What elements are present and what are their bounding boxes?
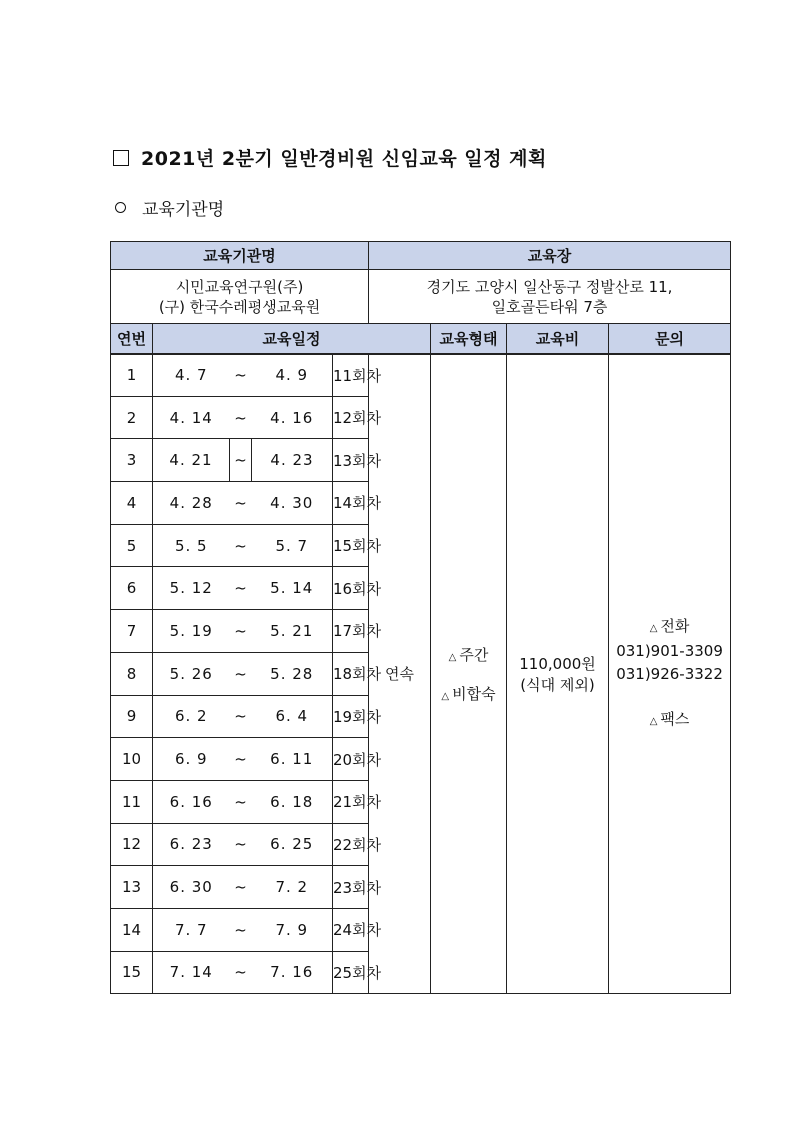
- start-date: 5. 19: [153, 610, 230, 653]
- row-number: 4: [111, 482, 153, 525]
- session-number: 20회차: [333, 738, 369, 781]
- start-date: 6. 23: [153, 823, 230, 866]
- session-number: 22회차: [333, 823, 369, 866]
- row-number: 10: [111, 738, 153, 781]
- checkbox-square-icon: [113, 150, 129, 166]
- tilde-separator: ~: [230, 780, 252, 823]
- header-institution: 교육기관명: [111, 242, 369, 270]
- fee-amount: 110,000원: [519, 654, 596, 673]
- venue-address-line-2: 일호골든타워 7층: [491, 297, 608, 316]
- header-inquiry: 문의: [609, 324, 731, 354]
- page-title: [113, 144, 547, 171]
- end-date: 6. 25: [252, 823, 333, 866]
- row-number: 7: [111, 610, 153, 653]
- session-number: 17회차: [333, 610, 369, 653]
- start-date: 4. 21: [153, 439, 230, 482]
- page-title-text: 2021년 2분기 일반경비원 신임교육 일정 계획: [141, 148, 547, 170]
- header-type: 교육형태: [431, 324, 507, 354]
- end-date: 7. 9: [252, 908, 333, 951]
- row-number: 6: [111, 567, 153, 610]
- start-date: 7. 7: [153, 908, 230, 951]
- start-date: 4. 14: [153, 396, 230, 439]
- session-number: 15회차: [333, 524, 369, 567]
- type-day: 주간: [459, 645, 489, 664]
- tilde-separator: ~: [230, 738, 252, 781]
- triangle-bullet-icon: △: [448, 651, 457, 663]
- end-date: 6. 18: [252, 780, 333, 823]
- row-number: 2: [111, 396, 153, 439]
- end-date: 5. 21: [252, 610, 333, 653]
- session-number: 19회차: [333, 695, 369, 738]
- tilde-separator: ~: [230, 695, 252, 738]
- start-date: 6. 2: [153, 695, 230, 738]
- tilde-separator: ~: [230, 439, 252, 482]
- inquiry-cell: [609, 354, 731, 994]
- session-number: 25회차: [333, 951, 369, 994]
- end-date: 6. 4: [252, 695, 333, 738]
- tilde-separator: ~: [230, 482, 252, 525]
- session-number: 23회차: [333, 866, 369, 909]
- tilde-separator: ~: [230, 567, 252, 610]
- phone-number-1[interactable]: 031)901-3309: [616, 641, 723, 660]
- start-date: 6. 16: [153, 780, 230, 823]
- session-number: 18회차: [333, 652, 369, 695]
- start-date: 6. 30: [153, 866, 230, 909]
- institution-former-name: (구) 한국수레평생교육원: [158, 297, 321, 316]
- header-no: 연번: [111, 324, 153, 354]
- start-date: 6. 9: [153, 738, 230, 781]
- phone-label: 전화: [660, 616, 690, 635]
- session-number: 11회차: [333, 354, 369, 397]
- start-date: 4. 28: [153, 482, 230, 525]
- tilde-separator: ~: [230, 524, 252, 567]
- row-number: 12: [111, 823, 153, 866]
- tilde-separator: ~: [230, 951, 252, 994]
- tilde-separator: ~: [230, 823, 252, 866]
- tilde-separator: ~: [230, 866, 252, 909]
- triangle-bullet-icon: △: [441, 690, 450, 702]
- tilde-separator: ~: [230, 396, 252, 439]
- session-number: 14회차: [333, 482, 369, 525]
- header-fee: 교육비: [507, 324, 609, 354]
- circle-bullet-icon: [115, 202, 126, 213]
- type-lodging: 비합숙: [452, 684, 496, 703]
- tilde-separator: ~: [230, 610, 252, 653]
- row-number: 15: [111, 951, 153, 994]
- tilde-separator: ~: [230, 908, 252, 951]
- end-date: 7. 16: [252, 951, 333, 994]
- session-number: 24회차: [333, 908, 369, 951]
- triangle-bullet-icon: △: [649, 622, 658, 634]
- fee-cell: [507, 354, 609, 994]
- tilde-separator: ~: [230, 652, 252, 695]
- venue-address-line-1: 경기도 고양시 일산동구 정발산로 11,: [426, 277, 673, 296]
- header-schedule: 교육일정: [153, 324, 431, 354]
- session-number: 21회차: [333, 780, 369, 823]
- end-date: 4. 9: [252, 354, 333, 397]
- phone-number-2[interactable]: 031)926-3322: [616, 664, 723, 683]
- start-date: 5. 5: [153, 524, 230, 567]
- row-number: 13: [111, 866, 153, 909]
- session-number: 13회차: [333, 439, 369, 482]
- mode-text: 연속: [385, 665, 414, 684]
- type-cell: [431, 354, 507, 994]
- institution-name-cell: [111, 270, 369, 324]
- row-number: 3: [111, 439, 153, 482]
- row-number: 9: [111, 695, 153, 738]
- end-date: 4. 23: [252, 439, 333, 482]
- venue-address-cell: [369, 270, 731, 324]
- end-date: 4. 16: [252, 396, 333, 439]
- schedule-table: [110, 241, 731, 994]
- end-date: 7. 2: [252, 866, 333, 909]
- fee-note: (식대 제외): [520, 675, 595, 694]
- tilde-separator: ~: [230, 354, 252, 397]
- row-number: 11: [111, 780, 153, 823]
- end-date: 5. 28: [252, 652, 333, 695]
- table-row: [111, 354, 731, 397]
- row-number: 8: [111, 652, 153, 695]
- start-date: 4. 7: [153, 354, 230, 397]
- header-venue: 교육장: [369, 242, 731, 270]
- end-date: 5. 7: [252, 524, 333, 567]
- end-date: 6. 11: [252, 738, 333, 781]
- start-date: 5. 26: [153, 652, 230, 695]
- triangle-bullet-icon: △: [649, 715, 658, 727]
- end-date: 4. 30: [252, 482, 333, 525]
- row-number: 5: [111, 524, 153, 567]
- start-date: 7. 14: [153, 951, 230, 994]
- row-number: 14: [111, 908, 153, 951]
- session-number: 16회차: [333, 567, 369, 610]
- section-heading-text: 교육기관명: [142, 200, 225, 220]
- section-heading: [115, 195, 224, 220]
- start-date: 5. 12: [153, 567, 230, 610]
- institution-name: 시민교육연구원(주): [175, 277, 304, 296]
- fax-label: 팩스: [660, 709, 690, 728]
- end-date: 5. 14: [252, 567, 333, 610]
- row-number: 1: [111, 354, 153, 397]
- session-number: 12회차: [333, 396, 369, 439]
